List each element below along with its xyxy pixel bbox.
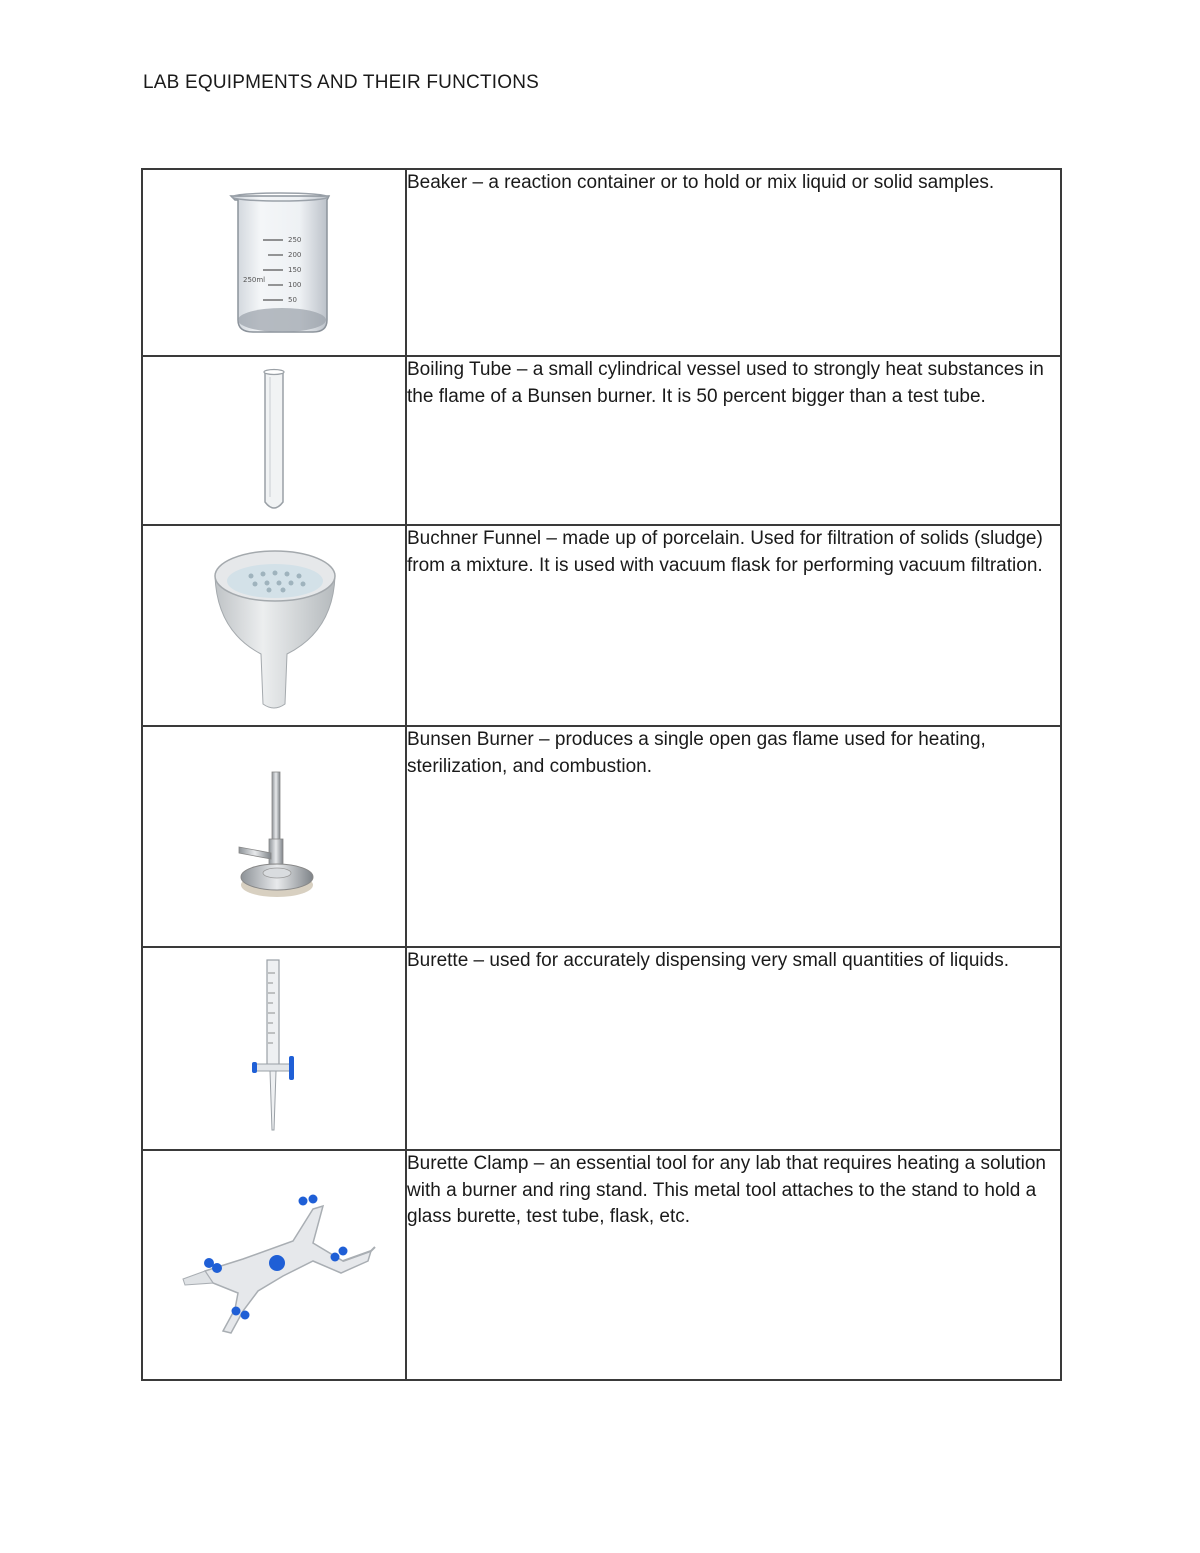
table-row [142, 1150, 1061, 1380]
table-row [142, 525, 1061, 726]
bunsen-burner-icon [143, 727, 405, 946]
description-cell: Bunsen Burner – produces a single open gas flame used for heating, sterilization, and combustion. [406, 726, 1061, 947]
svg-text:100: 100 [288, 281, 302, 289]
description-cell: Boiling Tube – a small cylindrical vessel used to strongly heat substances in the flame of a Bunsen burner. It is 50 percent bigger than a test tube. [406, 356, 1061, 525]
image-cell [142, 726, 406, 947]
burette-clamp-icon [143, 1151, 405, 1379]
svg-text:150: 150 [288, 266, 302, 274]
image-cell [142, 947, 406, 1150]
beaker-icon [143, 170, 405, 355]
table-row [142, 726, 1061, 947]
burette-icon [143, 948, 405, 1149]
table-row [142, 356, 1061, 525]
table-row [142, 947, 1061, 1150]
svg-text:250ml: 250ml [243, 276, 266, 284]
image-cell [142, 356, 406, 525]
image-cell [142, 525, 406, 726]
image-cell [142, 1150, 406, 1380]
buchner-funnel-icon [143, 526, 405, 725]
svg-text:200: 200 [288, 251, 302, 259]
page-title: LAB EQUIPMENTS AND THEIR FUNCTIONS [143, 72, 540, 93]
svg-text:50: 50 [288, 296, 297, 304]
boiling-tube-icon [143, 357, 405, 524]
image-cell [142, 169, 406, 356]
description-cell: Burette Clamp – an essential tool for any lab that requires heating a solution with a burner and ring stand. This metal tool attaches to the stand to hold a glass burette, test tube, flask, etc. [406, 1150, 1061, 1380]
description-cell: Buchner Funnel – made up of porcelain. Used for filtration of solids (sludge) from a mixture. It is used with vacuum flask for performing vacuum filtration. [406, 525, 1061, 726]
description-cell: Beaker – a reaction container or to hold or mix liquid or solid samples. [406, 169, 1061, 356]
description-cell: Burette – used for accurately dispensing very small quantities of liquids. [406, 947, 1061, 1150]
table-row [142, 169, 1061, 356]
equipment-table [141, 168, 1062, 1381]
svg-text:250: 250 [288, 236, 302, 244]
